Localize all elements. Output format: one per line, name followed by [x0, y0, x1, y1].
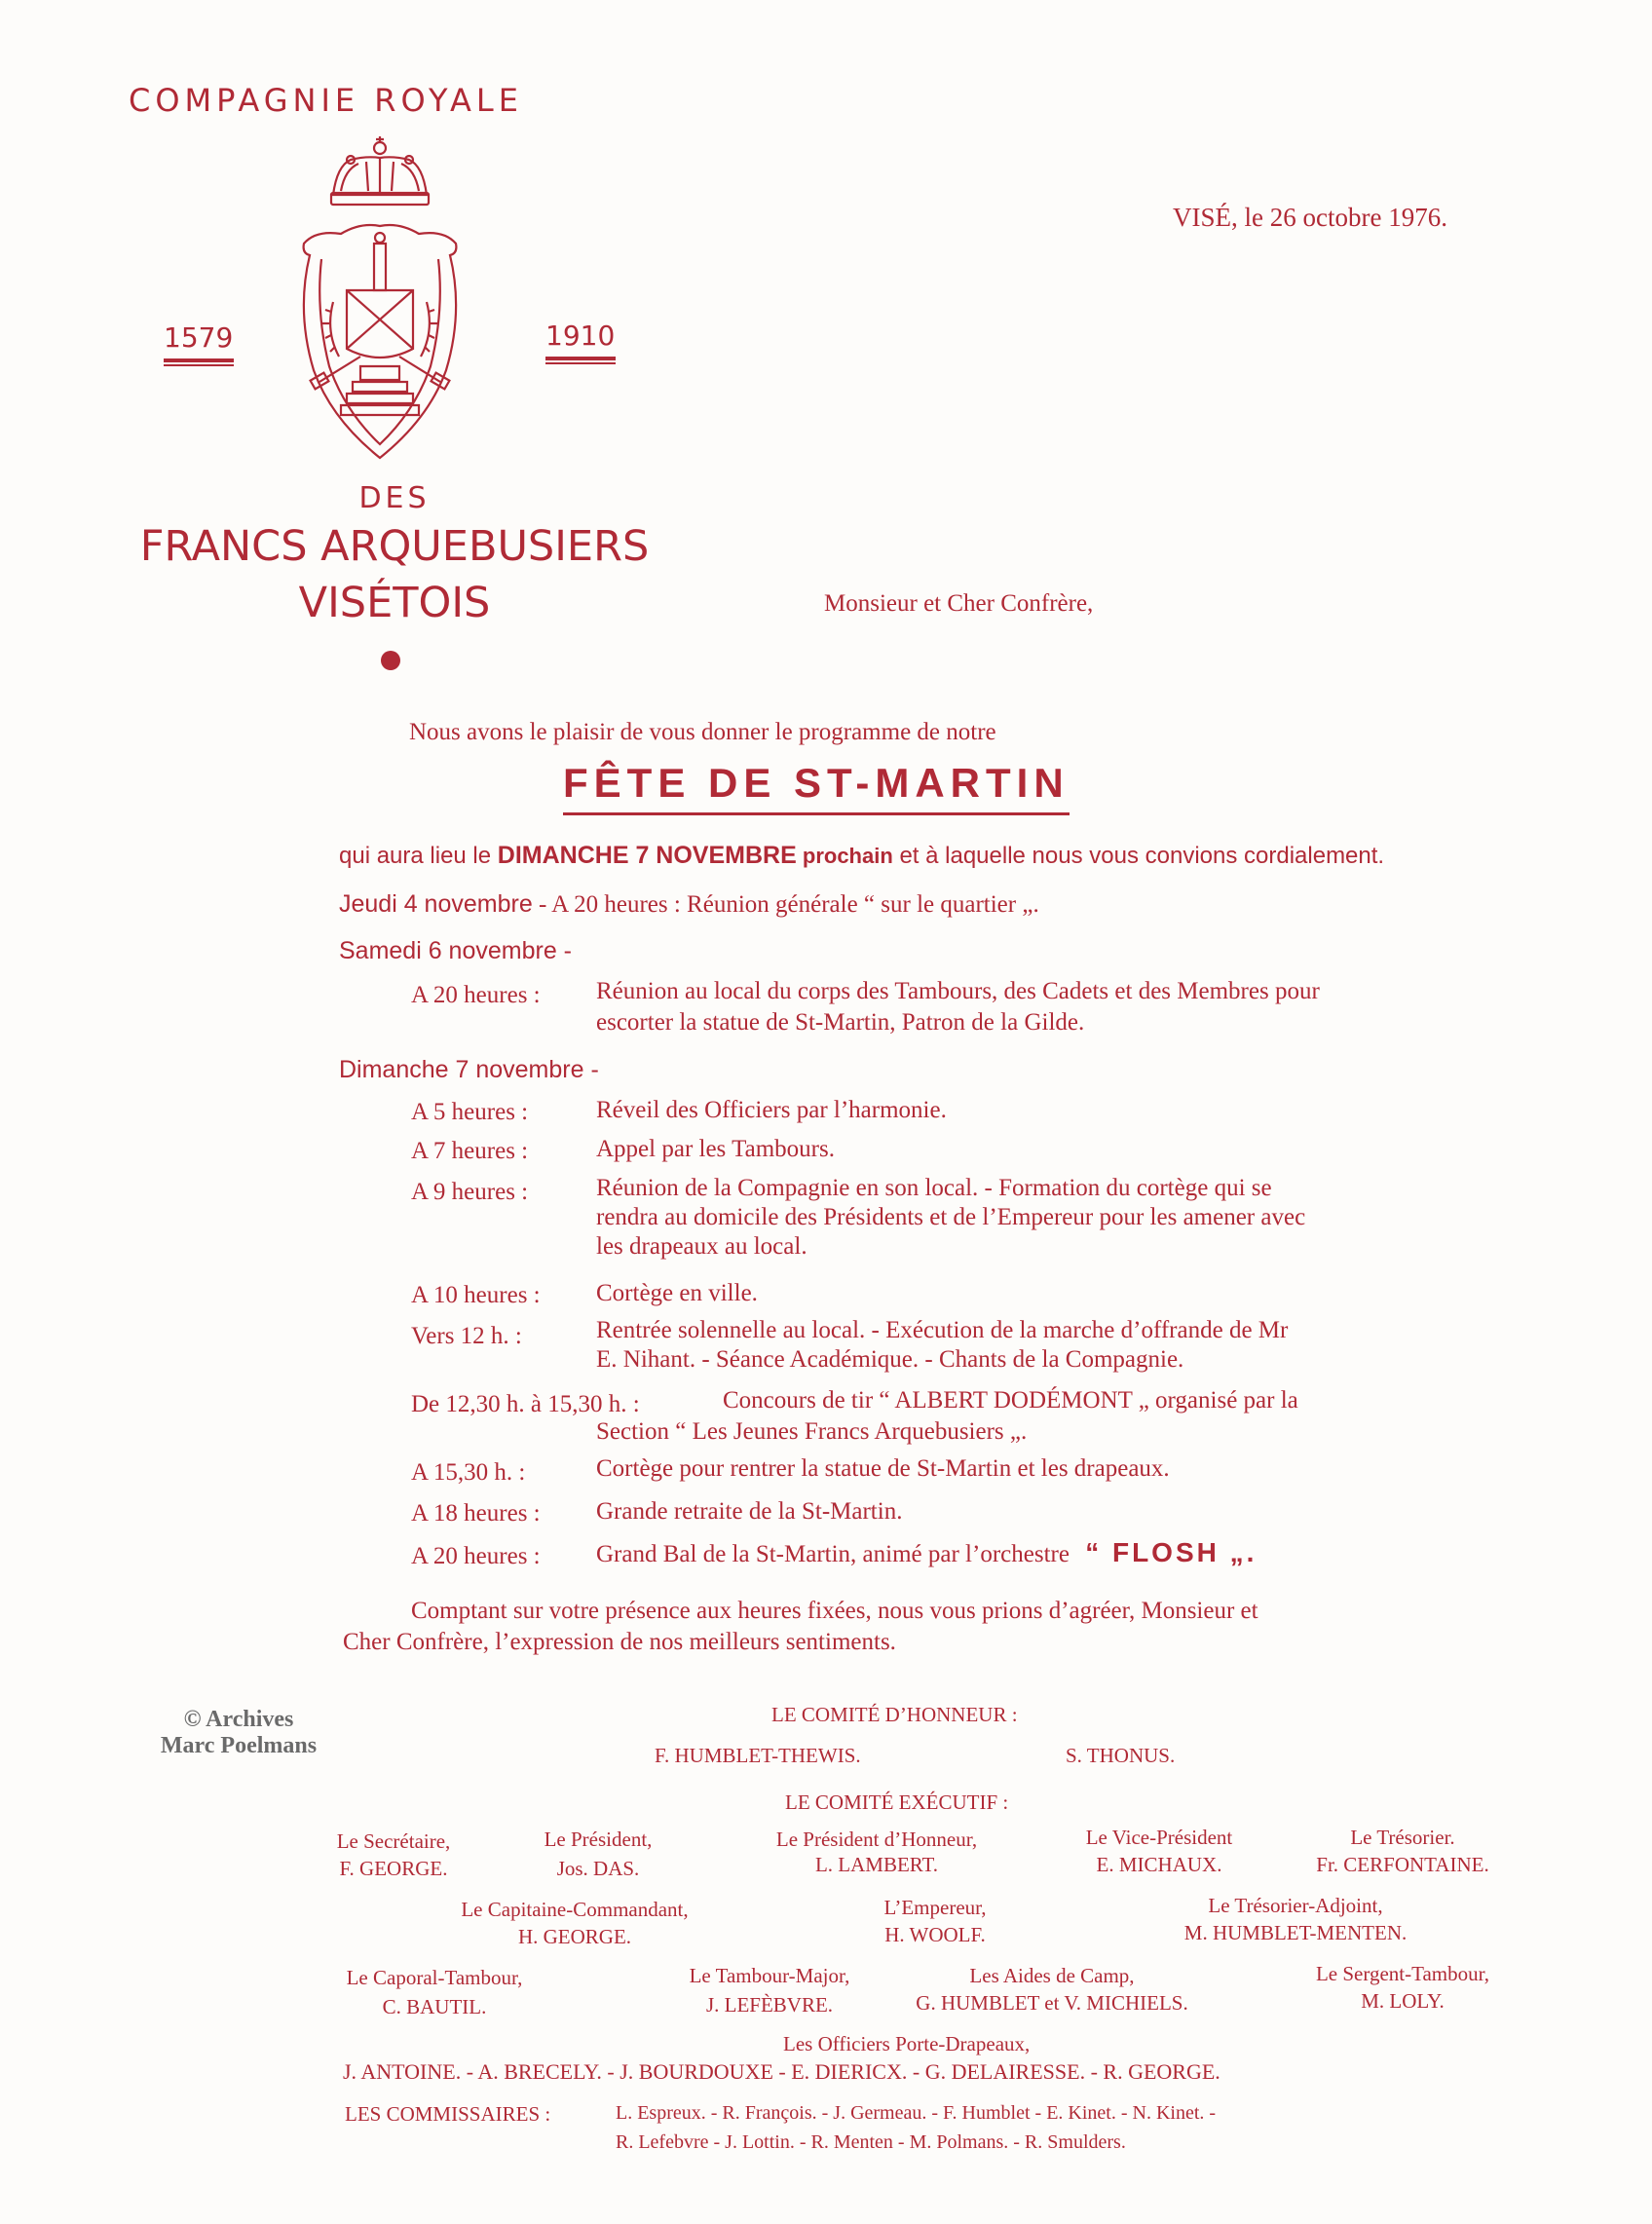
exec-name: E. MICHAUX.	[1096, 1853, 1222, 1876]
exec-role: Le Capitaine-Commandant,	[461, 1898, 689, 1921]
exec-role: Le Secrétaire,	[336, 1829, 451, 1853]
crest-emblem	[282, 136, 477, 468]
dim-time-5: Vers 12 h. :	[411, 1323, 522, 1349]
year-founded-underline-2	[164, 364, 234, 366]
dim-text-5a: Rentrée solennelle au local. - Exécution de la marche d’offrande de Mr	[596, 1317, 1289, 1343]
porte-drapeaux-title: Les Officiers Porte-Drapeaux,	[783, 2032, 1031, 2055]
dateline: VISÉ, le 26 octobre 1976.	[1173, 203, 1447, 232]
porte-drapeaux-names: J. ANTOINE. - A. BRECELY. - J. BOURDOUXE - E. DIERICX. - G. DELAIRESSE. - R. GEORGE.	[343, 2059, 1220, 2084]
dim-time-2: A 7 heures :	[411, 1138, 529, 1164]
exec-name: Fr. CERFONTAINE.	[1316, 1853, 1489, 1876]
letterhead-name-line2: VISÉTOIS	[298, 579, 491, 627]
samedi-time: A 20 heures :	[411, 982, 541, 1008]
exec-name: G. HUMBLET et V. MICHIELS.	[916, 1991, 1188, 2015]
samedi-day: Samedi 6 novembre -	[339, 937, 573, 964]
letterhead-name-line1: FRANCS ARQUEBUSIERS	[139, 522, 650, 571]
exec-role: Le Trésorier.	[1350, 1826, 1455, 1849]
exec-name: L. LAMBERT.	[814, 1853, 939, 1876]
company-royale-title: COMPAGNIE ROYALE	[129, 82, 523, 119]
year-founded-underline	[164, 358, 234, 362]
letterhead-dot	[381, 651, 400, 670]
year-royal: 1910	[545, 320, 616, 352]
dim-time-1: A 5 heures :	[411, 1099, 529, 1125]
dim-time-3: A 9 heures :	[411, 1179, 529, 1205]
exec-role: Le Trésorier-Adjoint,	[1208, 1894, 1383, 1917]
year-royal-underline	[545, 357, 616, 360]
bal-orchestra: “ FLOSH „.	[1085, 1537, 1258, 1567]
event-title: FÊTE DE ST-MARTIN	[563, 760, 1070, 815]
exec-role: Le Vice-Président	[1085, 1826, 1233, 1849]
invite-date: DIMANCHE 7 NOVEMBRE	[497, 842, 797, 869]
exec-name: J. LEFÈBVRE.	[705, 1993, 834, 2017]
honneur-title: LE COMITÉ D’HONNEUR :	[771, 1703, 1018, 1726]
dim-text-6: Cortège pour rentrer la statue de St-Martin et les drapeaux.	[596, 1455, 1170, 1482]
honneur-name-2: S. THONUS.	[1066, 1744, 1176, 1767]
exec-role: Le Président,	[544, 1828, 653, 1851]
exec-name: H. GEORGE.	[517, 1925, 632, 1948]
commissaires-label: LES COMMISSAIRES :	[345, 2102, 551, 2126]
dim-text-7: Grande retraite de la St-Martin.	[596, 1498, 903, 1525]
letterhead-des: DES	[358, 481, 431, 515]
jeudi-line	[339, 890, 1039, 919]
invite-prochain: prochain	[796, 844, 893, 868]
dim-time-4: A 10 heures :	[411, 1282, 541, 1308]
commissaires-line1: L. Espreux. - R. François. - J. Germeau. - F. Humblet - E. Kinet. - N. Kinet. -	[616, 2102, 1217, 2124]
dim-text-3c: les drapeaux au local.	[596, 1233, 807, 1260]
dimanche-day: Dimanche 7 novembre -	[339, 1056, 599, 1083]
tir-line1: Concours de tir “ ALBERT DODÉMONT „ organisé par la	[723, 1387, 1298, 1414]
exec-name: C. BAUTIL.	[382, 1995, 487, 2018]
dim-time-6: A 15,30 h. :	[411, 1459, 526, 1486]
honneur-name-1: F. HUMBLET-THEWIS.	[655, 1744, 861, 1767]
dim-text-5b: E. Nihant. - Séance Académique. - Chants de la Compagnie.	[596, 1346, 1184, 1373]
year-royal-underline-2	[545, 362, 616, 364]
watermark-line1: © Archives	[183, 1707, 294, 1732]
watermark-line2: Marc Poelmans	[160, 1733, 318, 1758]
dim-text-3b: rendra au domicile des Présidents et de l’Empereur pour les amener avec	[596, 1204, 1306, 1230]
dim-text-1: Réveil des Officiers par l’harmonie.	[596, 1097, 947, 1123]
dim-text-3a: Réunion de la Compagnie en son local. - Formation du cortège qui se	[596, 1175, 1272, 1201]
dim-text-2: Appel par les Tambours.	[596, 1136, 835, 1162]
year-founded: 1579	[164, 321, 234, 354]
exec-role: Le Caporal-Tambour,	[346, 1966, 523, 1989]
tir-line2: Section “ Les Jeunes Francs Arquebusiers „.	[596, 1418, 1028, 1445]
bal-time: A 20 heures :	[411, 1543, 541, 1569]
exec-name: M. HUMBLET-MENTEN.	[1183, 1921, 1408, 1944]
closing-line1: Comptant sur votre présence aux heures fixées, nous vous prions d’agréer, Monsieur et	[411, 1598, 1258, 1624]
executif-title: LE COMITÉ EXÉCUTIF :	[785, 1791, 1009, 1814]
jeudi-text: - A 20 heures : Réunion générale “ sur le quartier „.	[532, 891, 1039, 918]
exec-role: Les Aides de Camp,	[969, 1964, 1135, 1987]
bal-line	[596, 1537, 1257, 1568]
salutation: Monsieur et Cher Confrère,	[824, 590, 1094, 617]
dim-text-4: Cortège en ville.	[596, 1280, 758, 1306]
exec-role: Le Sergent-Tambour,	[1315, 1962, 1490, 1985]
closing-line2: Cher Confrère, l’expression de nos meilleurs sentiments.	[343, 1629, 896, 1655]
invite-post: et à laquelle nous vous convions cordialement.	[892, 843, 1385, 869]
exec-name: Jos. DAS.	[556, 1857, 640, 1880]
samedi-line1: Réunion au local du corps des Tambours, des Cadets et des Membres pour	[596, 978, 1320, 1004]
jeudi-day: Jeudi 4 novembre	[339, 890, 533, 918]
exec-role: Le Tambour-Major,	[689, 1964, 850, 1987]
invite-pre: qui aura lieu le	[339, 843, 498, 869]
exec-role: L’Empereur,	[883, 1896, 987, 1919]
archive-watermark	[146, 1707, 331, 1759]
tir-time: De 12,30 h. à 15,30 h. :	[411, 1391, 640, 1417]
dim-time-7: A 18 heures :	[411, 1500, 541, 1527]
bal-text: Grand Bal de la St-Martin, animé par l’orchestre	[596, 1541, 1070, 1567]
samedi-line2: escorter la statue de St-Martin, Patron de la Gilde.	[596, 1009, 1085, 1036]
intro-text: Nous avons le plaisir de vous donner le programme de notre	[409, 719, 996, 745]
exec-role: Le Président d’Honneur,	[775, 1828, 978, 1851]
exec-name: M. LOLY.	[1361, 1989, 1445, 2013]
exec-name: F. GEORGE.	[339, 1857, 448, 1880]
exec-name: H. WOOLF.	[884, 1923, 986, 1946]
invitation-line	[339, 842, 1384, 870]
commissaires-line2: R. Lefebvre - J. Lottin. - R. Menten - M. Polmans. - R. Smulders.	[616, 2131, 1126, 2153]
